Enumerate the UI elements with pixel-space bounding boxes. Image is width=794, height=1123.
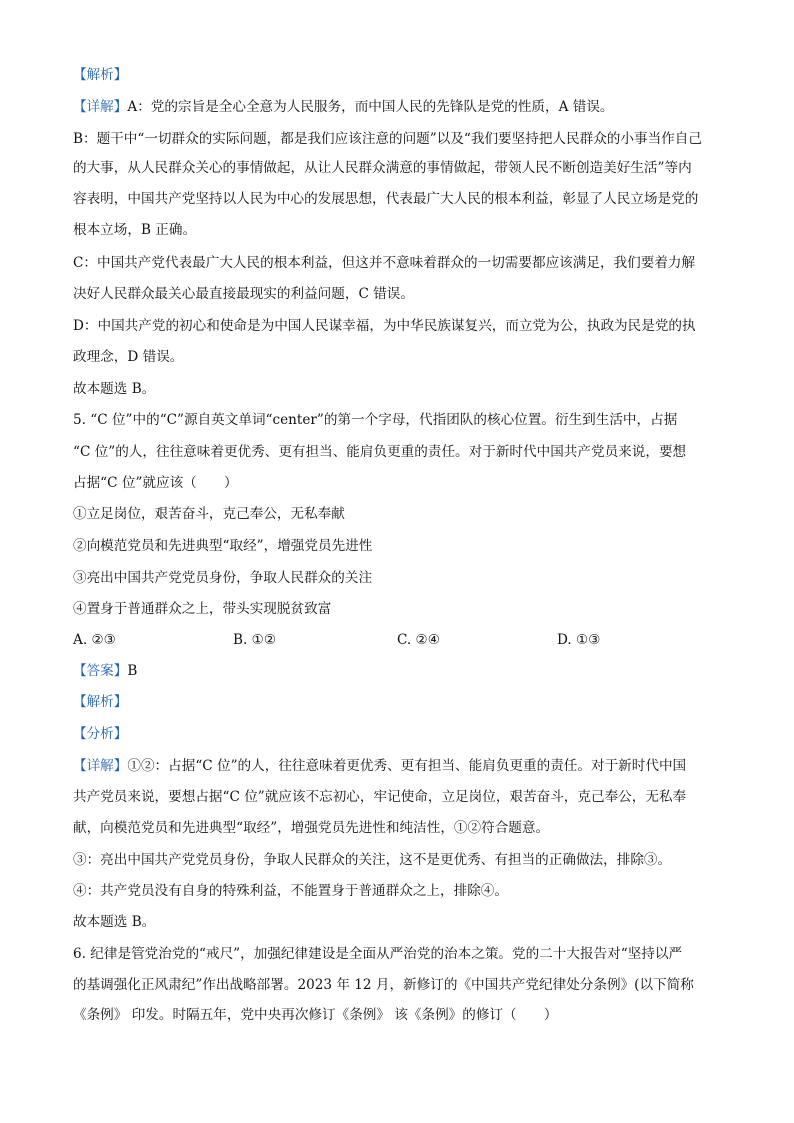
question-stem: 6. 纪律是管党治党的“戒尺”，加强纪律建设是全面从严治党的治本之策。党的二十大报告对“坚持以严 — [73, 946, 683, 962]
option-c: C. ②④ — [397, 632, 440, 648]
analysis-line: 的大事，从人民群众关心的事情做起，从让人民群众满意的事情做起，带领人民不断创造美好生活”等内 — [73, 160, 692, 176]
fenxi-heading: 【分析】 — [73, 726, 128, 742]
analysis-line: D：中国共产党的初心和使命是为中国人民谋幸福，为中华民族谋复兴，而立党为公，执政为民是党的执 — [73, 318, 696, 334]
question-stem: 5. “C 位”中的“C”源自英文单词“center”的第一个字母，代指团队的核心位置。衍生到生活中，占据 — [73, 412, 678, 428]
detail-line — [73, 757, 723, 775]
question-item: ④置身于普通群众之上，带头实现脱贫致富 — [73, 601, 332, 617]
detail-line — [73, 98, 723, 116]
detail-tag: 【详解】 — [73, 99, 128, 115]
question-stem: 占据“C 位”就应该（ ） — [73, 475, 238, 491]
analysis-line: ④：共产党员没有自身的特殊利益，不能置身于普通群众之上，排除④。 — [73, 883, 508, 899]
analysis-line: ③：亮出中国共产党党员身份，争取人民群众的关注，这不是更优秀、有担当的正确做法，排除③。 — [73, 852, 672, 868]
option-d: D. ①③ — [557, 632, 601, 648]
question-stem: “C 位”的人，往往意味着更优秀、更有担当、能肩负更重的责任。对于新时代中国共产党员来说，要想 — [73, 444, 687, 460]
analysis-line: 根本立场，B 正确。 — [73, 222, 197, 238]
jiexi-heading: 【解析】 — [73, 67, 128, 83]
question-item: ①立足岗位，艰苦奋斗，克己奉公，无私奉献 — [73, 506, 345, 522]
analysis-line: 政理念，D 错误。 — [73, 349, 184, 365]
question-item: ③亮出中国共产党党员身份，争取人民群众的关注 — [73, 570, 373, 586]
answer-value: B — [127, 663, 138, 679]
detail-text: ①②：占据“C 位”的人，往往意味着更优秀、更有担当、能肩负更重的责任。对于新时代中国 — [127, 758, 687, 774]
analysis-line: B：题干中“一切群众的实际问题，都是我们应该注意的问题”以及“我们要坚持把人民群众的小事当作自己 — [73, 131, 702, 147]
option-b: B. ①② — [233, 632, 277, 648]
analysis-line: 决好人民群众最关心最直接最现实的利益问题，C 错误。 — [73, 286, 414, 302]
analysis-line: C：中国共产党代表最广大人民的根本利益，但这并不意味着群众的一切需要都应该满足，我们要着力解 — [73, 255, 696, 271]
analysis-line: 共产党员来说，要想占据“C 位”就应该不忘初心，牢记使命，立足岗位，艰苦奋斗，克己奉公，无私奉 — [73, 789, 687, 805]
analysis-line: 容表明，中国共产党坚持以人民为中心的发展思想，代表最广大人民的根本利益，彰显了人民立场是党的 — [73, 191, 699, 207]
question-stem: 的基调强化正风肃纪”作出战略部署。2023 年 12 月，新修订的《中国共产党纪律处分条例》(以下简称 — [73, 977, 694, 993]
detail-tag: 【详解】 — [73, 758, 128, 774]
detail-text: A：党的宗旨是全心全意为人民服务，而中国人民的先锋队是党的性质，A 错误。 — [127, 99, 614, 115]
answer-line — [73, 662, 723, 680]
question-stem: 《条例》 印发。时隔五年，党中央再次修订《条例》 该《条例》的修订（ ） — [73, 1007, 558, 1023]
conclusion-line: 故本题选 B。 — [73, 381, 156, 397]
jiexi-heading: 【解析】 — [73, 694, 128, 710]
option-a: A. ②③ — [73, 632, 116, 648]
conclusion-line: 故本题选 B。 — [73, 914, 156, 930]
analysis-line: 献，向模范党员和先进典型“取经”，增强党员先进性和纯洁性，①②符合题意。 — [73, 820, 550, 836]
question-item: ②向模范党员和先进典型“取经”，增强党员先进性 — [73, 538, 373, 554]
answer-tag: 【答案】 — [73, 663, 128, 679]
